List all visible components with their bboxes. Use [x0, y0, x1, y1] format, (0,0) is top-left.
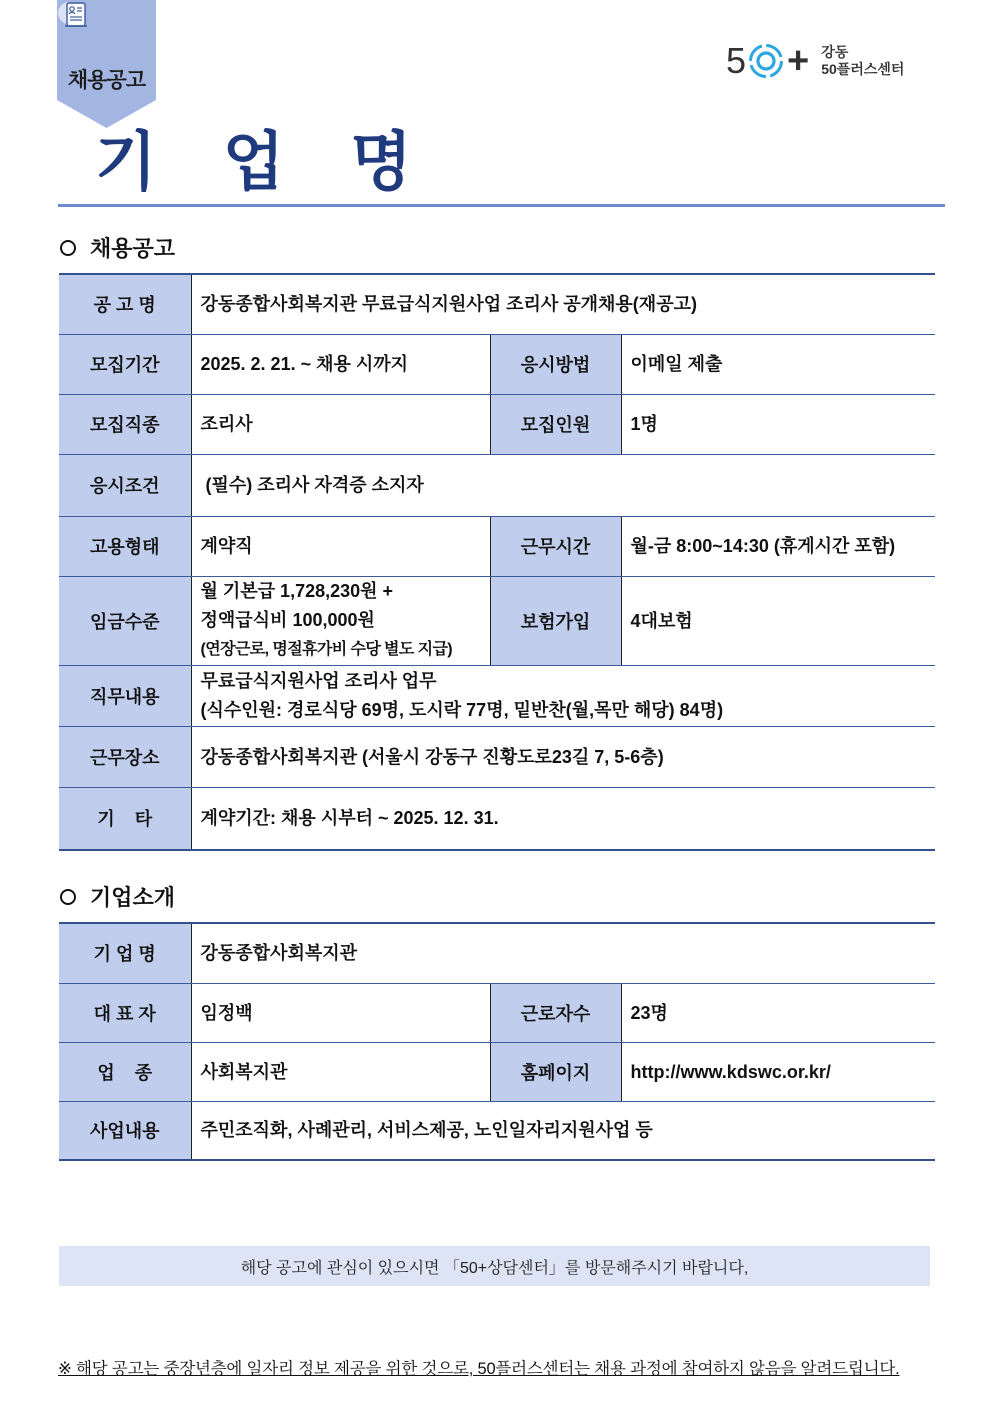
value-line: 정액급식비 100,000원 — [200, 610, 375, 630]
row-value: 계약직 — [191, 516, 490, 576]
row-label: 임금수준 — [59, 576, 191, 665]
gangdong-50plus-logo — [726, 38, 904, 84]
row-value: 강동종합사회복지관 — [191, 923, 935, 983]
section-title: 기업소개 — [90, 885, 176, 910]
section-heading-recruitment — [58, 232, 175, 263]
row-label: 근무시간 — [490, 516, 621, 576]
table-row — [59, 1042, 935, 1101]
circle-bullet-icon — [60, 240, 76, 256]
homepage-link[interactable]: http://www.kdswc.or.kr/ — [621, 1042, 935, 1101]
notice-banner — [59, 1246, 930, 1286]
table-row — [59, 923, 935, 983]
table-row — [59, 516, 935, 576]
row-value: 강동종합사회복지관 무료급식지원사업 조리사 공개채용(재공고) — [191, 274, 935, 334]
resume-scroll-icon — [57, 0, 93, 32]
row-label: 근로자수 — [490, 983, 621, 1042]
row-label: 응시방법 — [490, 334, 621, 394]
row-label: 대 표 자 — [59, 983, 191, 1042]
row-value: 23명 — [621, 983, 935, 1042]
value-line: 무료급식지원사업 조리사 업무 — [200, 670, 437, 691]
table-row — [59, 576, 935, 665]
table-row — [59, 1101, 935, 1160]
row-value: 계약기간: 채용 시부터 ~ 2025. 12. 31. — [191, 787, 935, 850]
row-value-multiline — [191, 665, 935, 726]
logo-number: 5 — [726, 40, 747, 81]
row-value: 4대보험 — [621, 576, 935, 665]
row-label: 모집직종 — [59, 394, 191, 454]
table-row — [59, 983, 935, 1042]
row-label: 고용형태 — [59, 516, 191, 576]
row-value: 임정백 — [191, 983, 490, 1042]
page-title: 기 업 명 — [95, 126, 437, 198]
row-label: 기 타 — [59, 787, 191, 850]
row-label: 직무내용 — [59, 665, 191, 726]
section-title: 채용공고 — [90, 236, 176, 261]
row-value: 주민조직화, 사례관리, 서비스제공, 노인일자리지원사업 등 — [191, 1101, 935, 1160]
badge-label: 채용공고 — [67, 69, 146, 92]
section-heading-company — [58, 881, 175, 912]
row-value: 강동종합사회복지관 (서울시 강동구 진황도로23길 7, 5-6층) — [191, 726, 935, 787]
table-row — [59, 394, 935, 454]
row-value-multiline — [191, 576, 490, 665]
row-value: 월-금 8:00~14:30 (휴게시간 포함) — [621, 516, 935, 576]
notice-text: 해당 공고에 관심이 있으시면 「50+상담센터」를 방문해주시기 바랍니다, — [240, 1259, 749, 1277]
logo-line1: 강동 — [821, 44, 849, 60]
recruitment-table — [59, 273, 935, 851]
row-label: 모집인원 — [490, 394, 621, 454]
row-value: 2025. 2. 21. ~ 채용 시까지 — [191, 334, 490, 394]
row-label: 업 종 — [59, 1042, 191, 1101]
circle-bullet-icon — [60, 889, 76, 905]
disclaimer-text: ※ 해당 공고는 중장년층에 일자리 정보 제공을 위한 것으로, 50플러스센터는 채용 과정에 참여하지 않음을 알려드립니다. — [58, 1360, 900, 1378]
row-value: 1명 — [621, 394, 935, 454]
row-value: 조리사 — [191, 394, 490, 454]
row-value: 이메일 제출 — [621, 334, 935, 394]
recruitment-badge — [57, 0, 156, 128]
logo-text — [821, 44, 904, 78]
table-row — [59, 787, 935, 850]
row-label: 모집기간 — [59, 334, 191, 394]
company-table — [59, 922, 935, 1161]
row-label: 공 고 명 — [59, 274, 191, 334]
row-label: 근무장소 — [59, 726, 191, 787]
row-value: 사회복지관 — [191, 1042, 490, 1101]
row-label: 응시조건 — [59, 454, 191, 516]
row-label: 기 업 명 — [59, 923, 191, 983]
row-label: 사업내용 — [59, 1101, 191, 1160]
table-row — [59, 274, 935, 334]
value-line: (연장근로, 명절휴가비 수당 별도 지급) — [200, 641, 453, 658]
table-row — [59, 454, 935, 516]
row-label: 홈페이지 — [490, 1042, 621, 1101]
table-row — [59, 726, 935, 787]
table-row — [59, 334, 935, 394]
value-line: 월 기본급 1,728,230원 + — [200, 581, 394, 601]
row-label: 보험가입 — [490, 576, 621, 665]
logo-plus: + — [787, 40, 810, 82]
table-row — [59, 665, 935, 726]
target-ring-icon — [748, 43, 784, 79]
logo-line2: 50플러스센터 — [821, 61, 905, 77]
title-divider — [58, 204, 945, 207]
row-value: (필수) 조리사 자격증 소지자 — [191, 454, 935, 516]
value-line: (식수인원: 경로식당 69명, 도시락 77명, 밑반찬(월,목만 해당) 84명) — [200, 699, 724, 720]
